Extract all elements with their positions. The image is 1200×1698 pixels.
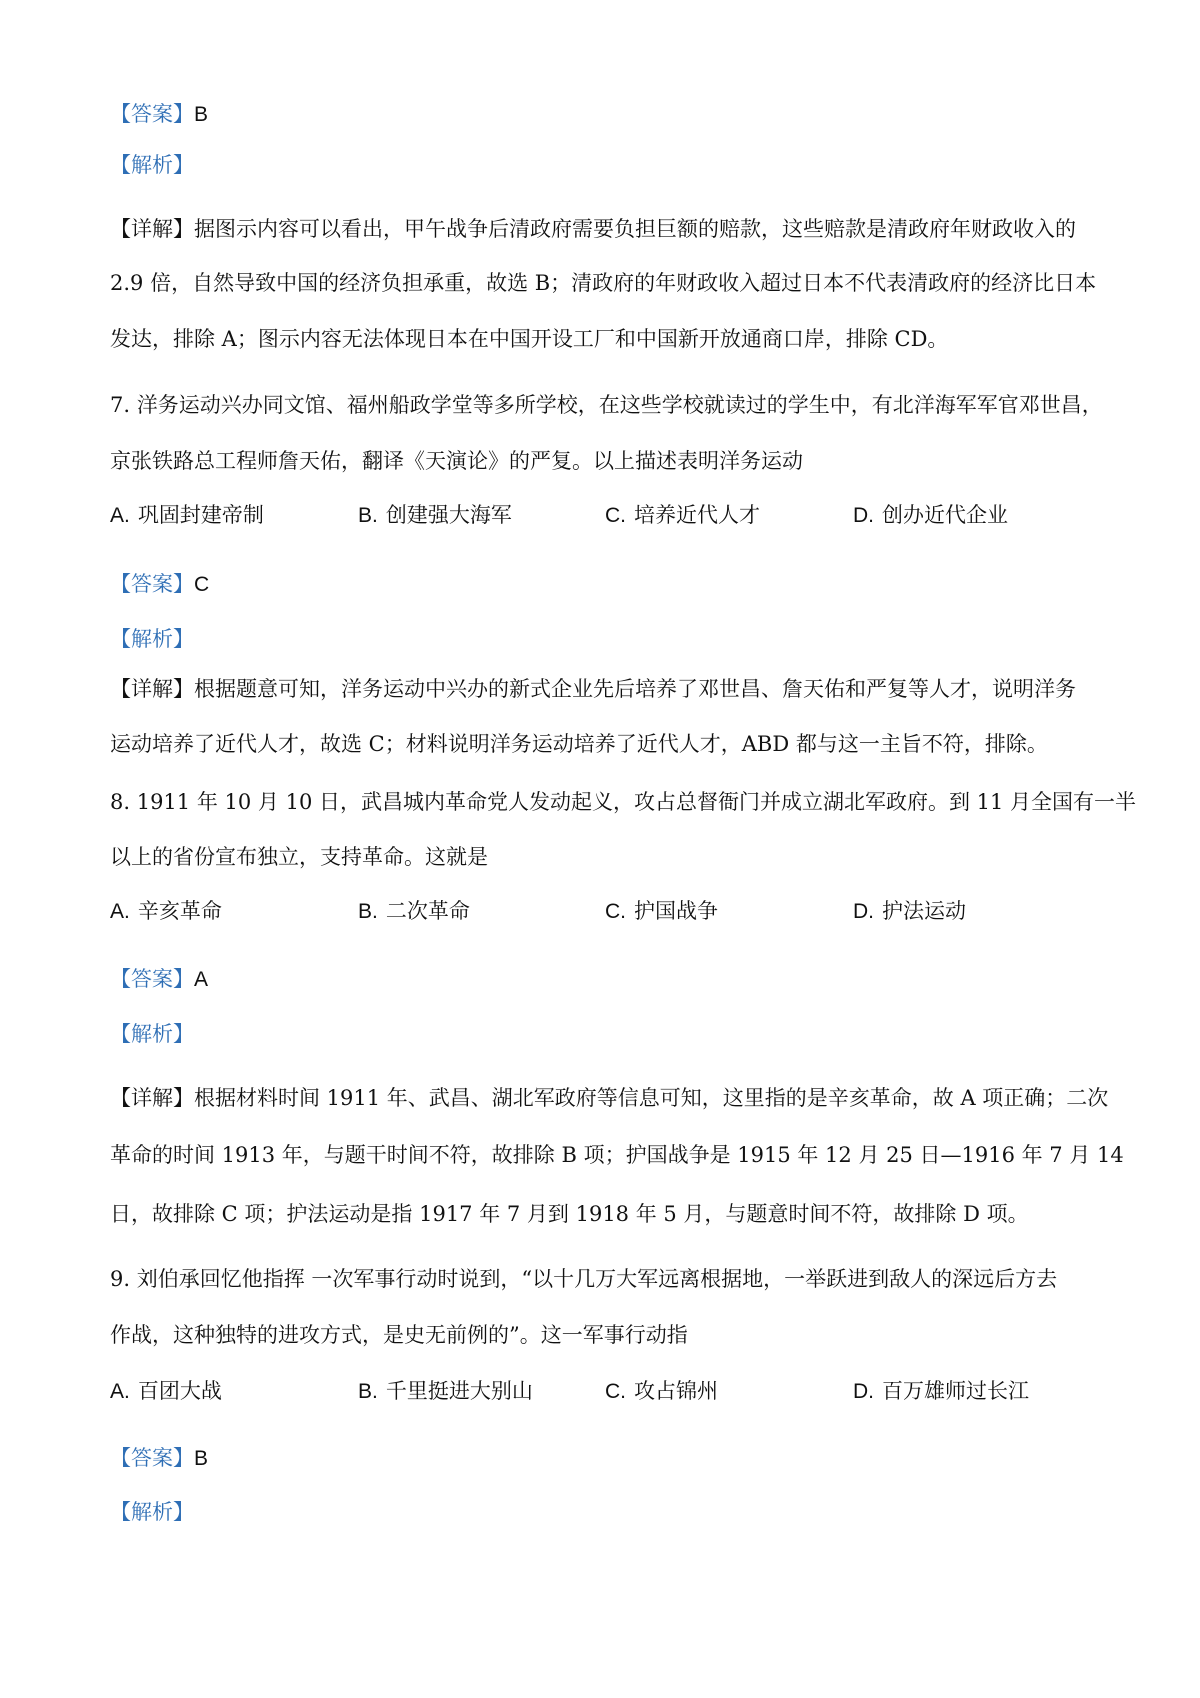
question-line-q7: 京张铁路总工程师詹天佑，翻译《天演论》的严复。以上描述表明洋务运动 — [110, 449, 803, 473]
answer-tag: 【答案】 — [110, 102, 194, 126]
option-letter: A. — [110, 900, 130, 923]
analysis-tag: 【解析】 — [110, 1022, 194, 1046]
option-d — [853, 1376, 1029, 1407]
detail-line — [110, 674, 1100, 704]
option-text: 二次革命 — [385, 899, 470, 923]
analysis-heading-q6 — [110, 150, 1100, 180]
option-letter: B. — [358, 1380, 378, 1403]
answer-value: B — [194, 1447, 209, 1470]
detail-text: 据图示内容可以看出，甲午战争后清政府需要负担巨额的赔款，这些赔款是清政府年财政收入的 — [194, 217, 1076, 241]
answer-value: A — [194, 968, 209, 991]
answer-value: C — [194, 573, 210, 596]
analysis-heading-q7 — [110, 624, 1100, 654]
option-text: 辛亥革命 — [137, 899, 222, 923]
question-line-q9: 作战，这种独特的进攻方式，是史无前例的”。这一军事行动指 — [110, 1323, 688, 1347]
option-text: 巩固封建帝制 — [137, 503, 264, 527]
detail-text: 根据题意可知，洋务运动中兴办的新式企业先后培养了邓世昌、詹天佑和严复等人才，说明洋务 — [194, 677, 1076, 701]
question-line-q8: 以上的省份宣布独立，支持革命。这就是 — [110, 845, 488, 869]
option-text: 创办近代企业 — [882, 503, 1008, 527]
answer-line-q7 — [110, 569, 1100, 600]
answer-tag: 【答案】 — [110, 967, 194, 991]
option-a — [110, 1376, 222, 1407]
option-c — [605, 896, 718, 927]
option-text: 百万雄师过长江 — [882, 1379, 1029, 1403]
option-text: 攻占锦州 — [634, 1379, 718, 1403]
option-letter: D. — [853, 1380, 874, 1403]
option-text: 护法运动 — [882, 899, 966, 923]
option-letter: B. — [358, 504, 378, 527]
answer-line-q6 — [110, 99, 1100, 130]
option-c — [605, 1376, 718, 1407]
detail-line — [110, 214, 1100, 244]
analysis-heading-q8 — [110, 1019, 1100, 1049]
option-letter: D. — [853, 900, 874, 923]
option-d — [853, 500, 1008, 531]
option-b — [358, 1376, 533, 1407]
question-line-q8: 8. 1911 年 10 月 10 日，武昌城内革命党人发动起义，攻占总督衙门并成立湖北军政府。到 11 月全国有一半 — [110, 790, 1137, 814]
option-b — [358, 500, 512, 531]
answer-tag: 【答案】 — [110, 1446, 194, 1470]
option-letter: C. — [605, 504, 626, 527]
option-text: 护国战争 — [634, 899, 718, 923]
answer-line-q8 — [110, 964, 1100, 995]
detail-line: 发达，排除 A；图示内容无法体现日本在中国开设工厂和中国新开放通商口岸，排除 CD。 — [110, 327, 949, 351]
answer-value: B — [194, 103, 209, 126]
analysis-tag: 【解析】 — [110, 153, 194, 177]
option-letter: A. — [110, 1380, 130, 1403]
detail-line: 日，故排除 C 项；护法运动是指 1917 年 7 月到 1918 年 5 月，与题意时间不符，故排除 D 项。 — [110, 1202, 1029, 1226]
option-b — [358, 896, 470, 927]
detail-line — [110, 1083, 1109, 1113]
detail-line: 2.9 倍，自然导致中国的经济负担承重，故选 B；清政府的年财政收入超过日本不代表清政府的经济比日本 — [110, 271, 1097, 295]
option-text: 培养近代人才 — [634, 503, 760, 527]
question-line-q7: 7. 洋务运动兴办同文馆、福州船政学堂等多所学校，在这些学校就读过的学生中，有北洋海军军官邓世昌， — [110, 393, 1103, 417]
analysis-heading-q9 — [110, 1497, 1100, 1527]
detail-tag: 【详解】 — [110, 1086, 194, 1110]
option-letter: C. — [605, 1380, 626, 1403]
option-text: 百团大战 — [137, 1379, 222, 1403]
option-a — [110, 500, 264, 531]
option-c — [605, 500, 760, 531]
option-letter: C. — [605, 900, 626, 923]
option-letter: D. — [853, 504, 874, 527]
detail-tag: 【详解】 — [110, 677, 194, 701]
analysis-tag: 【解析】 — [110, 627, 194, 651]
detail-tag: 【详解】 — [110, 217, 194, 241]
analysis-tag: 【解析】 — [110, 1500, 194, 1524]
option-text: 千里挺进大别山 — [385, 1379, 533, 1403]
detail-text: 根据材料时间 1911 年、武昌、湖北军政府等信息可知，这里指的是辛亥革命，故 A 项正确；二次 — [194, 1086, 1109, 1110]
option-letter: B. — [358, 900, 378, 923]
answer-line-q9 — [110, 1443, 1100, 1474]
option-letter: A. — [110, 504, 130, 527]
option-text: 创建强大海军 — [385, 503, 512, 527]
detail-line: 运动培养了近代人才，故选 C；材料说明洋务运动培养了近代人才，ABD 都与这一主旨不符，排除。 — [110, 732, 1048, 756]
answer-tag: 【答案】 — [110, 572, 194, 596]
option-a — [110, 896, 222, 927]
question-line-q9: 9. 刘伯承回忆他指挥 一次军事行动时说到，“以十几万大军远离根据地，一举跃进到敌人的深远后方去 — [110, 1267, 1058, 1291]
option-d — [853, 896, 966, 927]
detail-line: 革命的时间 1913 年，与题干时间不符，故排除 B 项；护国战争是 1915 年 12 月 25 日—1916 年 7 月 14 — [110, 1143, 1124, 1167]
